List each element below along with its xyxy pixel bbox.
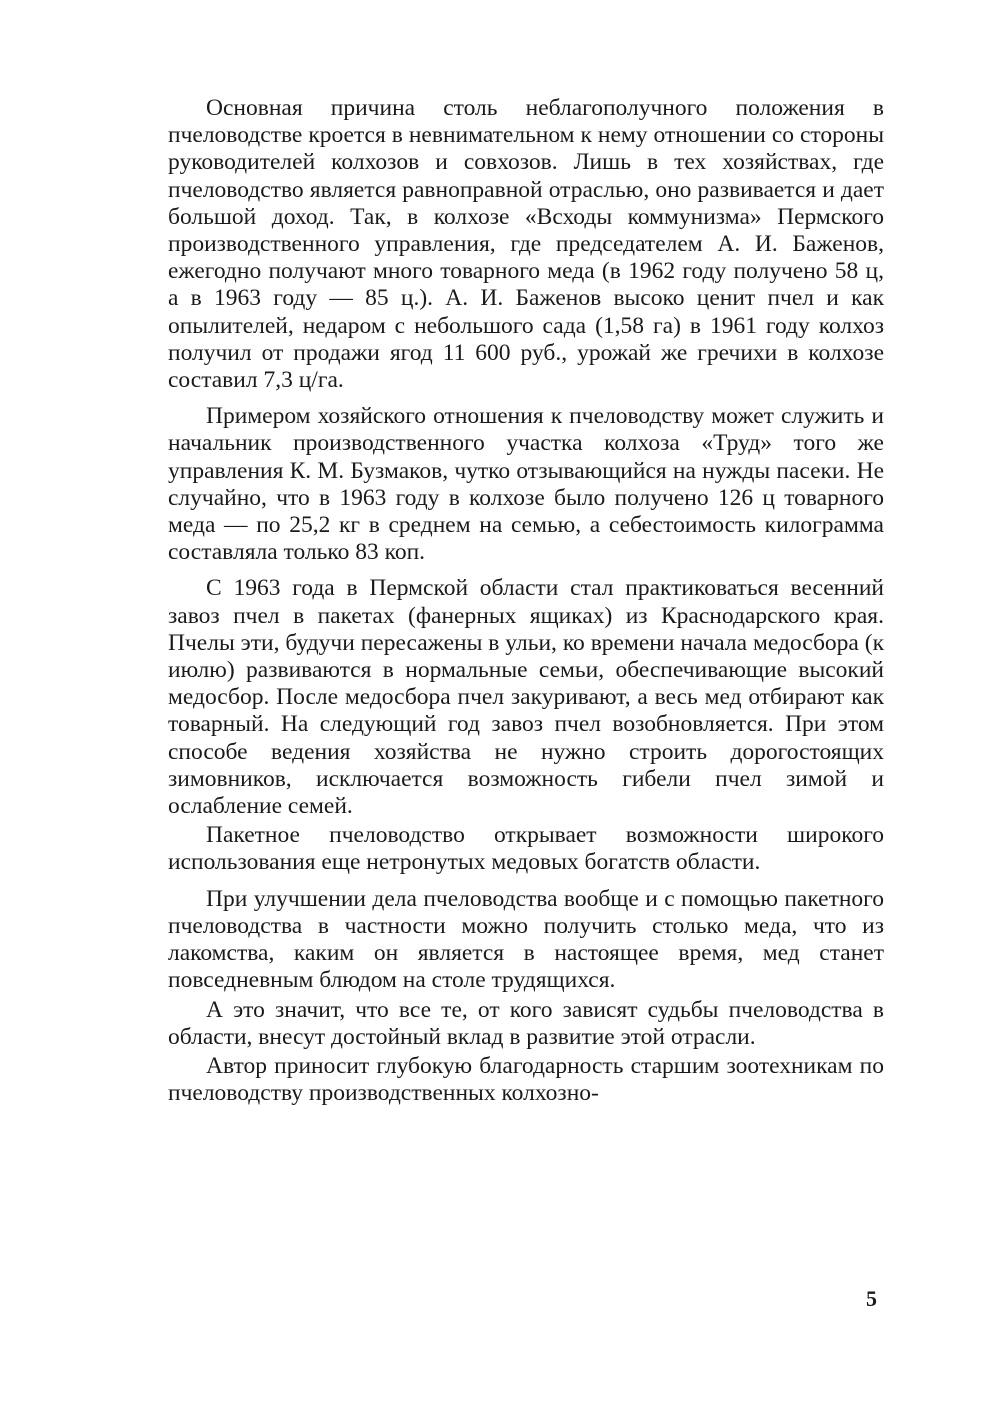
paragraph-3: С 1963 года в Пермской области стал практиковаться весенний завоз пчел в пакетах (фанерных ящиках) из Краснодарского края. Пчелы эти, будучи пересажены в ульи, ко времени начала медосбора (к июлю) развиваются в нормальные семьи, обеспечивающие высокий медосбор. После медосбора пчел закуривают, а весь мед отбирают как товарный. На следующий год завоз пчел возобновляется. При этом способе ведения хозяйства не нужно строить дорогостоящих зимовников, исключается возможность гибели пчел зимой и ослабление семей. xyxy=(168,575,884,820)
paragraph-4: Пакетное пчеловодство открывает возможности широкого использования еще нетронутых медовых богатств области. xyxy=(168,822,884,876)
body-text xyxy=(168,95,884,1109)
paragraph-5: При улучшении дела пчеловодства вообще и с помощью пакетного пчеловодства в частности можно получить столько меда, что из лакомства, каким он является в настоящее время, мед станет повседневным блюдом на столе трудящихся. xyxy=(168,885,884,994)
paragraph-1: Основная причина столь неблагополучного положения в пчеловодстве кроется в невнимательном к нему отношении со стороны руководителей колхозов и совхозов. Лишь в тех хозяйствах, где пчеловодство является равноправной отраслью, оно развивается и дает большой доход. Так, в колхозе «Всходы коммунизма» Пермского производственного управления, где председателем А. И. Баженов, ежегодно получают много товарного меда (в 1962 году получено 58 ц, а в 1963 году — 85 ц.). А. И. Баженов высоко ценит пчел и как опылителей, недаром с небольшого сада (1,58 га) в 1961 году колхоз получил от продажи ягод 11 600 руб., урожай же гречихи в колхозе составил 7,3 ц/га. xyxy=(168,95,884,394)
page-number: 5 xyxy=(866,1286,877,1311)
paragraph-2: Примером хозяйского отношения к пчеловодству может служить и начальник производственного участка колхоза «Труд» того же управления К. М. Бузмаков, чутко отзывающийся на нужды пасеки. Не случайно, что в 1963 году в колхозе было получено 126 ц товарного меда — по 25,2 кг в среднем на семью, а себестоимость килограмма составляла только 83 коп. xyxy=(168,403,884,566)
paragraph-6: А это значит, что все те, от кого зависят судьбы пчеловодства в области, внесут достойный вклад в развитие этой отрасли. xyxy=(168,996,884,1050)
paragraph-7: Автор приносит глубокую благодарность старшим зоотехникам по пчеловодству производственных колхозно- xyxy=(168,1052,884,1107)
